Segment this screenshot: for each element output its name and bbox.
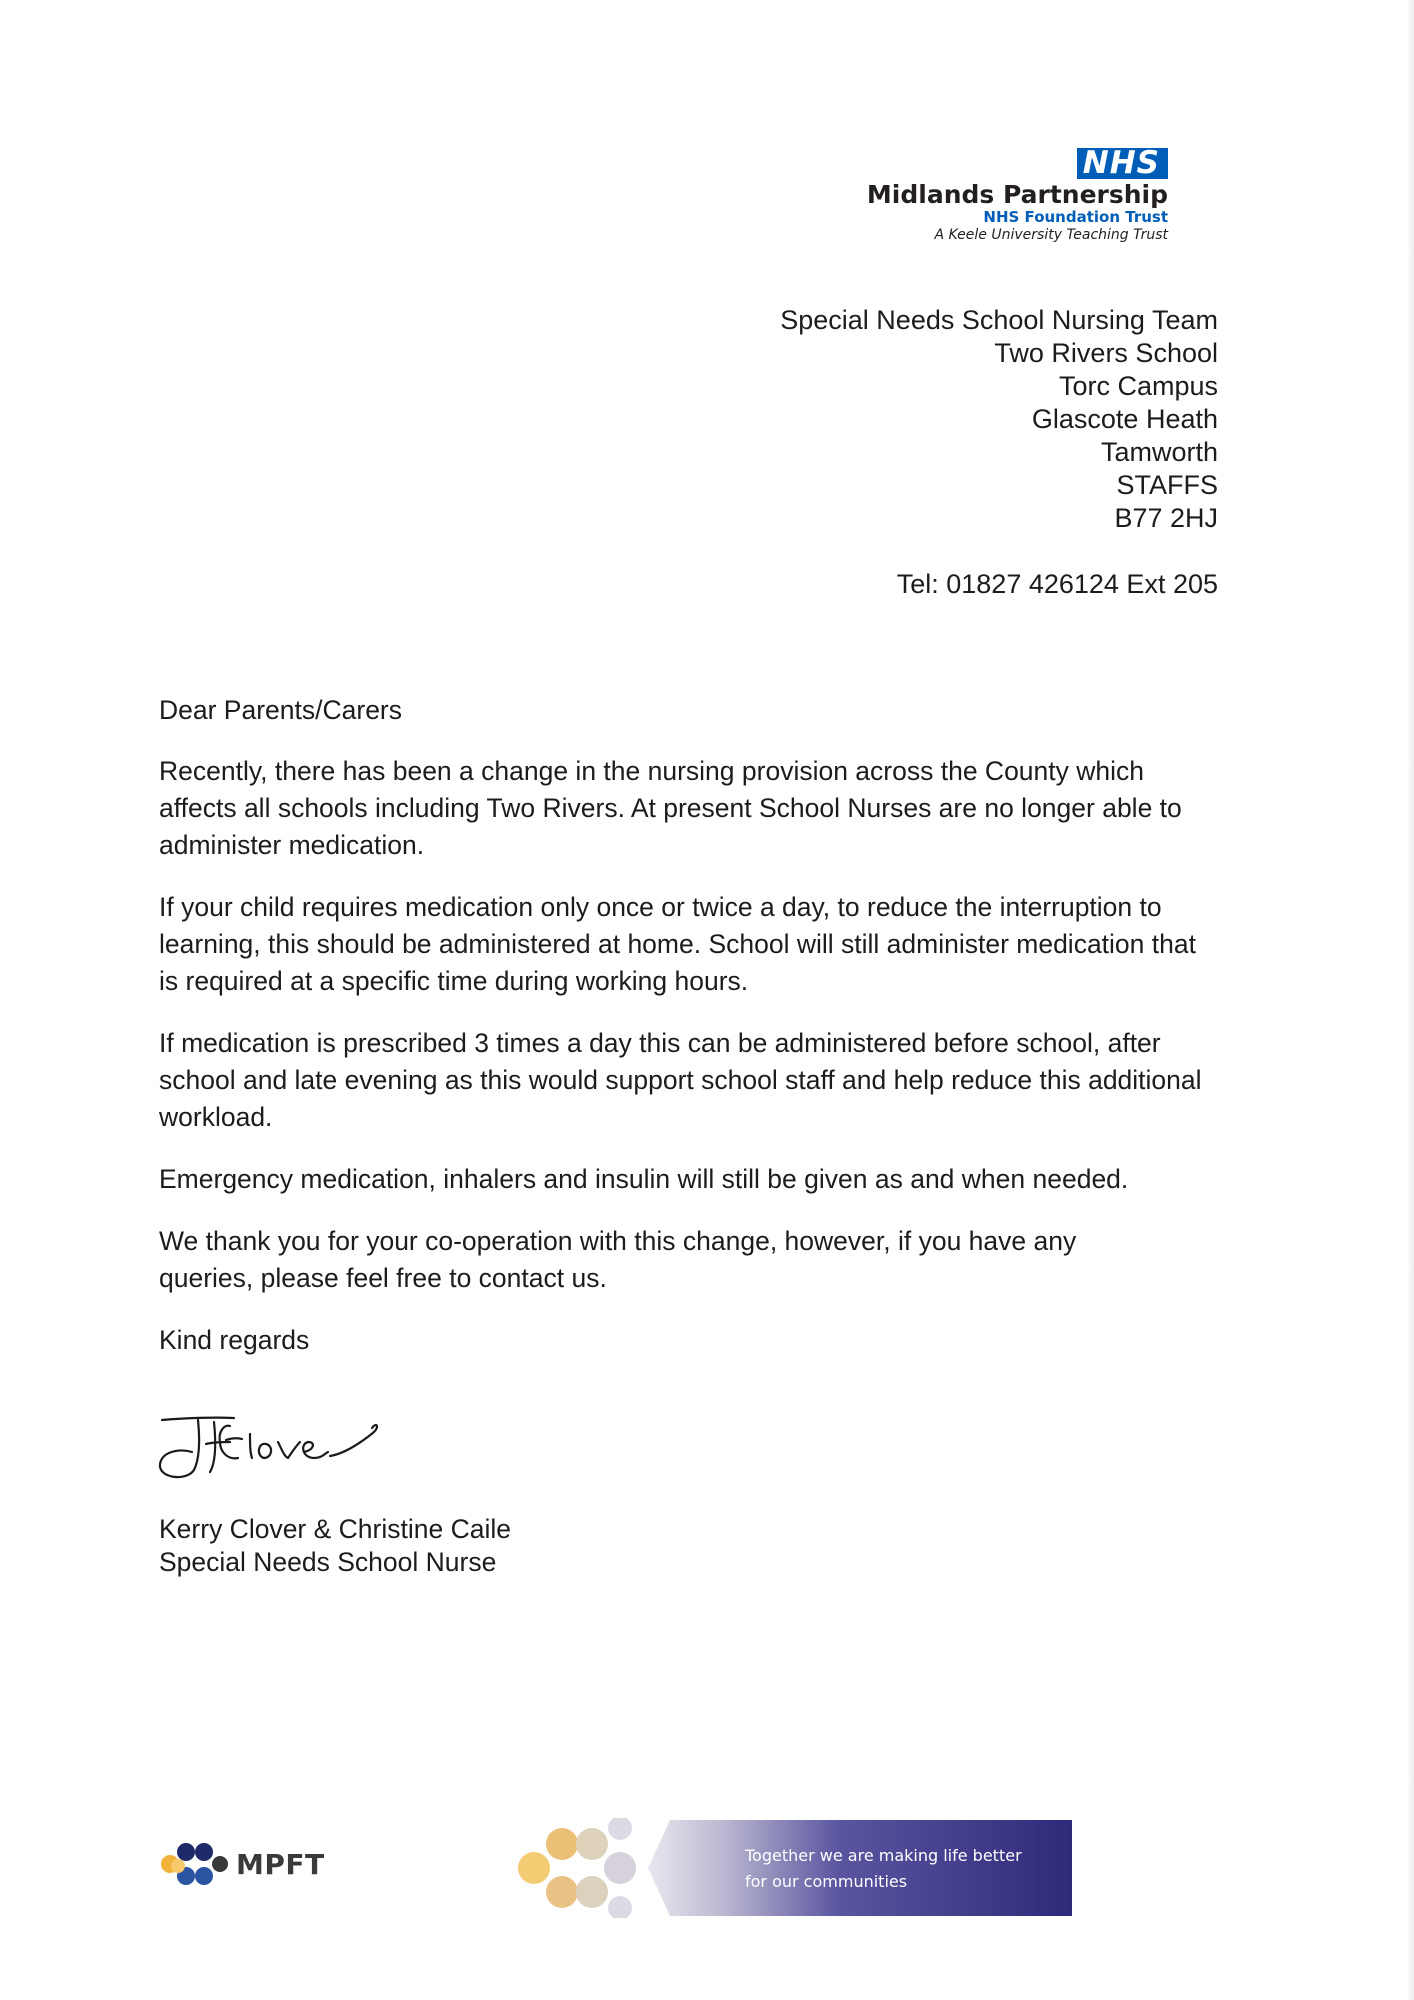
org-name: Midlands Partnership: [866, 180, 1168, 209]
scan-edge: [1406, 0, 1414, 2000]
address-line: Special Needs School Nursing Team: [780, 305, 1218, 335]
closing: Kind regards: [159, 1325, 310, 1355]
address-line: Torc Campus: [1058, 371, 1218, 401]
paragraph: Recently, there has been a change in the nursing provision across the County which affects all schools including Two Rivers. At present School Nurses are no longer able to administer medication.: [159, 756, 1182, 860]
signoff: [159, 1513, 511, 1579]
paragraph: If your child requires medication only once or twice a day, to reduce the interruption to learning, this should be administered at home. School will still administer medication that is required at a specific time during working hours.: [159, 892, 1196, 996]
org-subtitle: NHS Foundation Trust: [983, 208, 1168, 226]
banner-line: for our communities: [745, 1872, 908, 1891]
address-line: B77 2HJ: [1114, 503, 1218, 533]
footer-banner: [512, 1818, 1072, 1918]
signatory-names: Kerry Clover & Christine Caile: [159, 1514, 511, 1544]
address-line: Tamworth: [1100, 437, 1218, 467]
mpft-label: MPFT: [236, 1847, 325, 1881]
mpft-logo: [156, 1836, 325, 1892]
address-line: Two Rivers School: [994, 338, 1218, 368]
mpft-molecule-icon: [156, 1836, 232, 1892]
telephone: Tel: 01827 426124 Ext 205: [896, 569, 1218, 599]
paragraph: Emergency medication, inhalers and insulin will still be given as and when needed.: [159, 1164, 1129, 1194]
org-tagline: A Keele University Teaching Trust: [934, 227, 1168, 243]
banner-line: Together we are making life better: [745, 1846, 1022, 1865]
address-line: STAFFS: [1116, 470, 1218, 500]
paragraph: We thank you for your co-operation with this change, however, if you have any queries, please feel free to contact us.: [159, 1226, 1077, 1293]
signatory-role: Special Needs School Nurse: [159, 1547, 497, 1577]
sender-address: [780, 304, 1218, 601]
salutation: Dear Parents/Carers: [159, 695, 403, 725]
letter-body: [159, 692, 1219, 1384]
paragraph: If medication is prescribed 3 times a day this can be administered before school, after school and late evening as this would support school staff and help reduce this additional workload.: [159, 1028, 1202, 1132]
banner-molecule-icon: [512, 1818, 662, 1918]
banner-slogan: [745, 1843, 1022, 1895]
nhs-logo: [866, 145, 1168, 244]
nhs-badge: NHS: [1077, 148, 1168, 179]
address-line: Glascote Heath: [1031, 404, 1218, 434]
handwritten-signature: [154, 1412, 444, 1482]
